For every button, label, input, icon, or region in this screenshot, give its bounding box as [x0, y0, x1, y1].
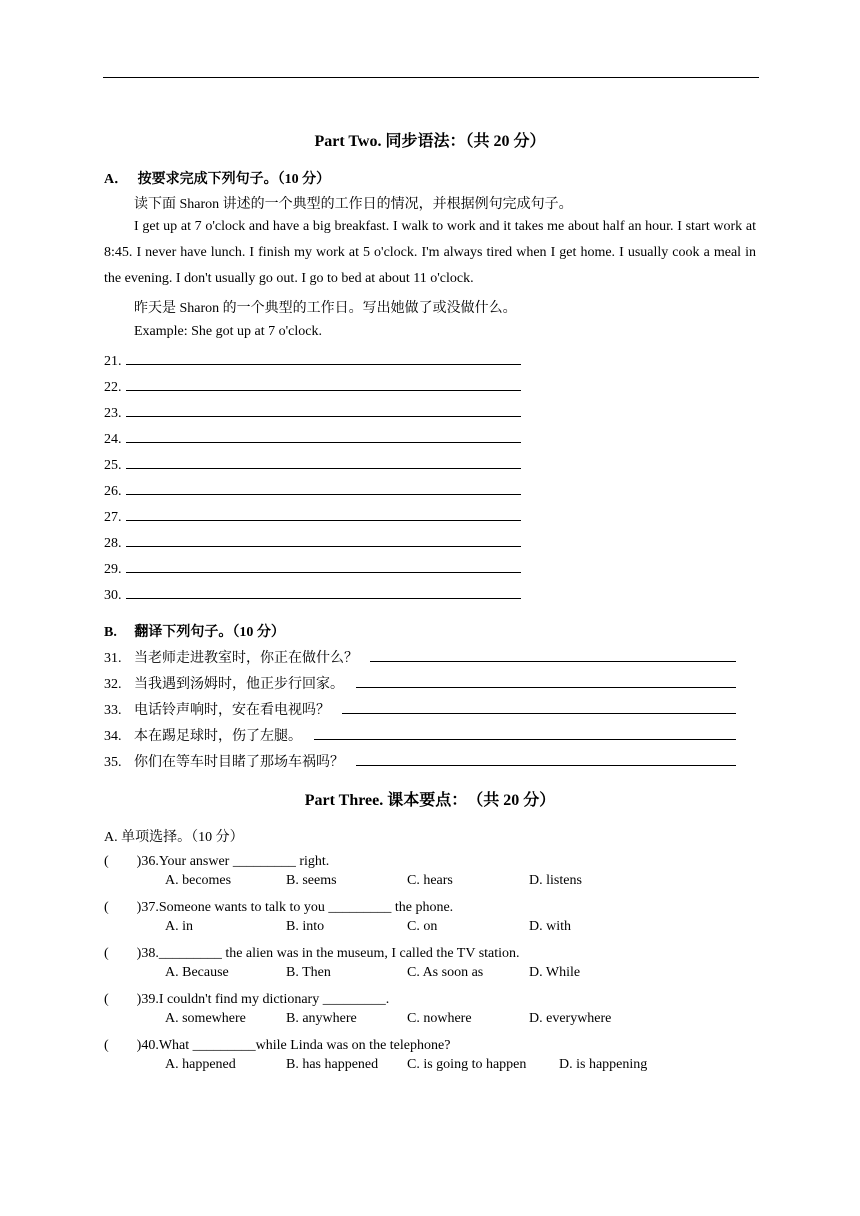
answer-blank[interactable] — [126, 402, 521, 417]
question-option[interactable]: A. happened — [165, 1057, 236, 1072]
answer-line-row — [104, 376, 521, 396]
question-option[interactable]: C. As soon as — [407, 965, 484, 980]
answer-line-row — [104, 350, 521, 370]
question-stem-row — [104, 850, 329, 870]
answer-blank[interactable] — [126, 480, 521, 495]
question-stem: Your answer _________ right. — [158, 854, 330, 869]
section-a-example: Example: She got up at 7 o'clock. — [134, 324, 322, 339]
translation-prompt: 电话铃声响时，安在看电视吗？ — [134, 703, 330, 718]
answer-line-number: 30. — [104, 588, 122, 603]
answer-line-row — [104, 584, 521, 604]
question-option[interactable]: B. seems — [286, 873, 337, 888]
translation-prompt: 当老师走进教室时，你正在做什么？ — [134, 651, 358, 666]
translation-prompt: 本在踢足球时，伤了左腿。 — [134, 729, 302, 744]
section-b-title: 翻译下列句子。（10 分） — [134, 625, 285, 640]
question-answer-bracket[interactable]: ( )40. — [104, 1038, 159, 1053]
question-stem-row — [104, 942, 520, 962]
question-answer-bracket[interactable]: ( )38. — [104, 946, 159, 961]
question-answer-bracket[interactable]: ( )36. — [104, 854, 159, 869]
question-option[interactable]: B. has happened — [286, 1057, 379, 1072]
section-a-heading — [104, 168, 330, 188]
question-option[interactable]: D. everywhere — [529, 1011, 612, 1026]
question-option[interactable]: D. While — [529, 965, 581, 980]
question-option[interactable]: B. anywhere — [286, 1011, 357, 1026]
translation-number: 34. — [104, 729, 122, 744]
answer-blank[interactable] — [126, 584, 521, 599]
question-stem: What _________while Linda was on the telephone? — [158, 1038, 451, 1053]
translation-blank[interactable] — [314, 725, 736, 740]
answer-line-number: 27. — [104, 510, 122, 525]
answer-blank[interactable] — [126, 506, 521, 521]
section-a-label: A． — [104, 172, 129, 187]
question-option[interactable]: C. is going to happen — [407, 1057, 527, 1072]
answer-blank[interactable] — [126, 376, 521, 391]
question-option[interactable]: C. on — [407, 919, 438, 934]
translation-row — [104, 725, 736, 745]
section-b-heading — [104, 621, 285, 641]
answer-blank[interactable] — [126, 558, 521, 573]
answer-line-row — [104, 480, 521, 500]
answer-line-row — [104, 558, 521, 578]
translation-number: 31. — [104, 651, 122, 666]
translation-row — [104, 673, 736, 693]
section-a-task: 昨天是 Sharon 的一个典型的工作日。写出她做了或没做什么。 — [134, 301, 517, 316]
question-option[interactable]: B. Then — [286, 965, 331, 980]
part-three-heading: Part Three. 课本要点： （共 20 分） — [304, 792, 556, 809]
question-option[interactable]: A. in — [165, 919, 193, 934]
section-mc-heading: A. 单项选择。（10 分） — [104, 830, 244, 845]
translation-row — [104, 699, 736, 719]
question-stem: _________ the alien was in the museum, I called the TV station. — [158, 946, 520, 961]
sharon-passage: I get up at 7 o'clock and have a big breakfast. I walk to work and it takes me about half an hour. I start work at 8:45. I never have lunch. I finish my work at 5 o'clock. I'm always tired when I get home. I usually cook a meal in the evening. I don't usually go out. I go to bed at about 11 o'clock. — [104, 219, 756, 286]
question-stem: Someone wants to talk to you _________ the phone. — [158, 900, 454, 915]
translation-blank[interactable] — [356, 751, 736, 766]
question-answer-bracket[interactable]: ( )37. — [104, 900, 159, 915]
answer-blank[interactable] — [126, 350, 521, 365]
translation-number: 32. — [104, 677, 122, 692]
translation-blank[interactable] — [370, 647, 736, 662]
question-answer-bracket[interactable]: ( )39. — [104, 992, 159, 1007]
answer-line-row — [104, 532, 521, 552]
part-two-heading: Part Two. 同步语法：（共 20 分） — [314, 133, 546, 150]
question-option[interactable]: A. becomes — [165, 873, 232, 888]
translation-number: 35. — [104, 755, 122, 770]
answer-line-number: 21. — [104, 354, 122, 369]
question-stem-row — [104, 896, 453, 916]
answer-blank[interactable] — [126, 454, 521, 469]
answer-blank[interactable] — [126, 532, 521, 547]
question-option[interactable]: D. listens — [529, 873, 582, 888]
question-option[interactable]: A. somewhere — [165, 1011, 246, 1026]
answer-line-number: 23. — [104, 406, 122, 421]
question-option[interactable]: D. is happening — [559, 1057, 648, 1072]
question-stem: I couldn't find my dictionary _________. — [158, 992, 390, 1007]
translation-prompt: 你们在等车时目睹了那场车祸吗？ — [134, 755, 344, 770]
question-option[interactable]: C. hears — [407, 873, 453, 888]
answer-line-row — [104, 428, 521, 448]
translation-blank[interactable] — [356, 673, 736, 688]
header-rule — [103, 77, 759, 78]
question-stem-row — [104, 1034, 450, 1054]
translation-blank[interactable] — [342, 699, 736, 714]
answer-line-number: 24. — [104, 432, 122, 447]
translation-row — [104, 647, 736, 667]
translation-row — [104, 751, 736, 771]
answer-line-row — [104, 506, 521, 526]
answer-line-number: 22. — [104, 380, 122, 395]
answer-line-row — [104, 402, 521, 422]
translation-prompt: 当我遇到汤姆时，他正步行回家。 — [134, 677, 344, 692]
answer-line-number: 28. — [104, 536, 122, 551]
answer-blank[interactable] — [126, 428, 521, 443]
question-stem-row — [104, 988, 389, 1008]
answer-line-number: 26. — [104, 484, 122, 499]
answer-line-row — [104, 454, 521, 474]
section-a-instruction: 读下面 Sharon 讲述的一个典型的工作日的情况，并根据例句完成句子。 — [134, 197, 573, 212]
section-b-label: B. — [104, 625, 117, 640]
question-option[interactable]: A. Because — [165, 965, 229, 980]
translation-number: 33. — [104, 703, 122, 718]
answer-line-number: 25. — [104, 458, 122, 473]
question-option[interactable]: B. into — [286, 919, 325, 934]
section-a-title: 按要求完成下列句子。（10 分） — [137, 172, 331, 187]
question-option[interactable]: C. nowhere — [407, 1011, 472, 1026]
answer-line-number: 29. — [104, 562, 122, 577]
question-option[interactable]: D. with — [529, 919, 571, 934]
